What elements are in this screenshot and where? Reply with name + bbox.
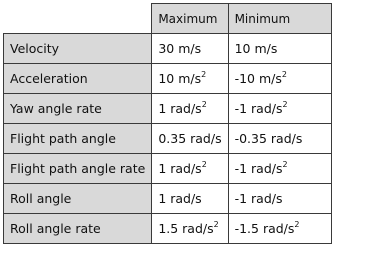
min-exponent: 2 — [282, 160, 288, 169]
max-value: 1 rad/s — [158, 191, 202, 206]
corner-cell — [4, 4, 152, 34]
max-cell — [152, 214, 228, 244]
min-cell — [228, 64, 331, 94]
min-value: -1.5 rad/s — [234, 221, 295, 236]
min-cell — [228, 94, 331, 124]
max-cell — [152, 184, 228, 214]
min-value: -0.35 rad/s — [234, 131, 303, 146]
row-label: Acceleration — [4, 64, 152, 94]
row-label: Roll angle rate — [4, 214, 152, 244]
max-exponent: 2 — [201, 100, 207, 109]
row-label: Roll angle — [4, 184, 152, 214]
min-exponent: 2 — [282, 100, 288, 109]
min-cell — [228, 124, 331, 154]
max-value: 10 m/s — [158, 71, 202, 86]
row-label: Velocity — [4, 34, 152, 64]
column-header-maximum: Maximum — [152, 4, 228, 34]
max-value: 0.35 rad/s — [158, 131, 222, 146]
max-value: 1.5 rad/s — [158, 221, 214, 236]
max-cell — [152, 124, 228, 154]
min-value: -10 m/s — [234, 71, 282, 86]
table-row — [4, 34, 332, 64]
table-row — [4, 154, 332, 184]
table-row — [4, 64, 332, 94]
row-label: Yaw angle rate — [4, 94, 152, 124]
table-row — [4, 94, 332, 124]
min-value: 10 m/s — [234, 41, 278, 56]
max-cell — [152, 64, 228, 94]
max-cell — [152, 154, 228, 184]
min-exponent: 2 — [281, 70, 287, 79]
max-cell — [152, 34, 228, 64]
row-label: Flight path angle — [4, 124, 152, 154]
min-value: -1 rad/s — [234, 101, 283, 116]
min-value: -1 rad/s — [234, 191, 283, 206]
max-cell — [152, 94, 228, 124]
min-cell — [228, 154, 331, 184]
header-row — [4, 4, 332, 34]
limits-table — [3, 3, 332, 244]
min-cell — [228, 214, 331, 244]
min-value: -1 rad/s — [234, 161, 283, 176]
max-value: 1 rad/s — [158, 101, 202, 116]
column-header-minimum: Minimum — [228, 4, 331, 34]
table-row — [4, 184, 332, 214]
min-exponent: 2 — [294, 220, 300, 229]
max-value: 30 m/s — [158, 41, 202, 56]
max-exponent: 2 — [201, 160, 207, 169]
row-label: Flight path angle rate — [4, 154, 152, 184]
max-value: 1 rad/s — [158, 161, 202, 176]
table-row — [4, 214, 332, 244]
max-exponent: 2 — [213, 220, 219, 229]
table-row — [4, 124, 332, 154]
min-cell — [228, 184, 331, 214]
max-exponent: 2 — [201, 70, 207, 79]
min-cell — [228, 34, 331, 64]
